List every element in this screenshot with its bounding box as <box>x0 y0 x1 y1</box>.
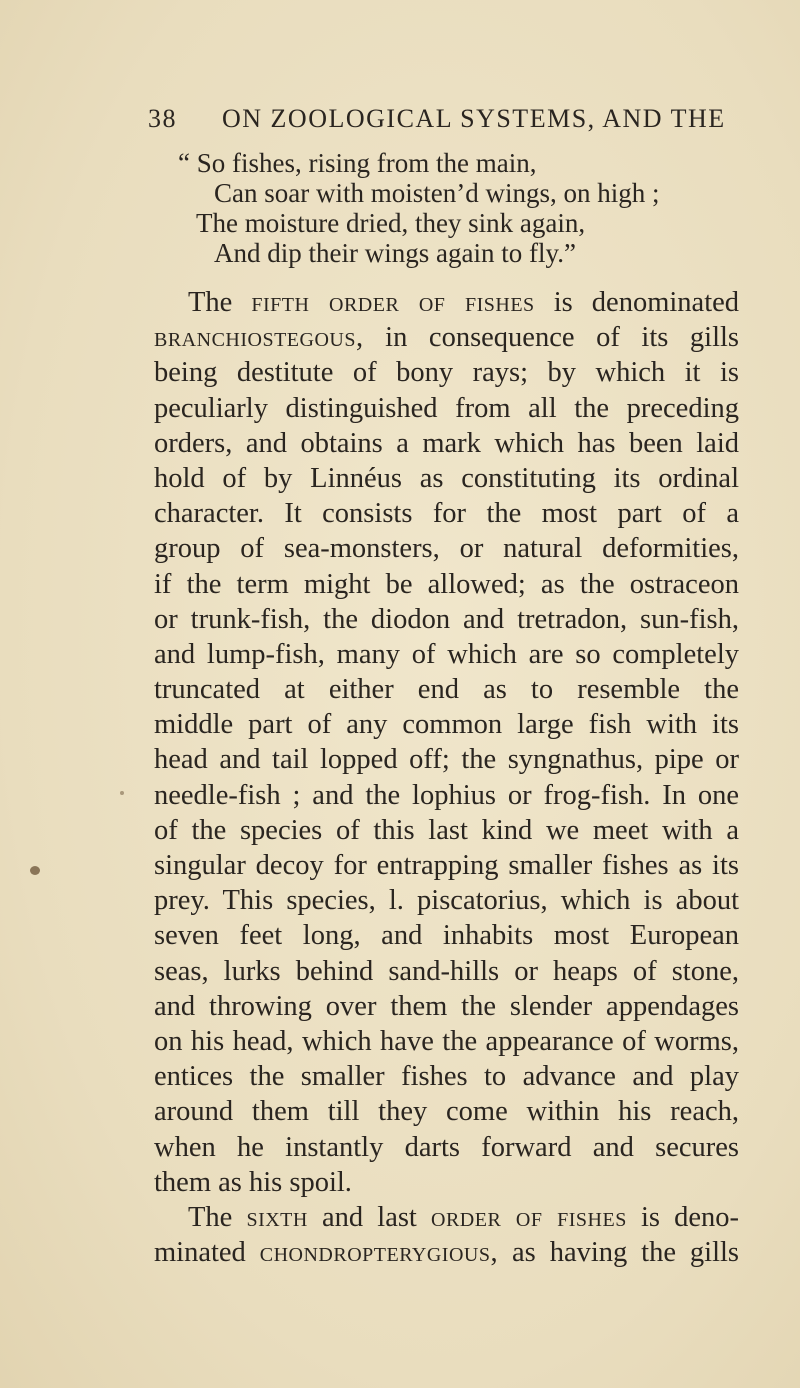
text-line: orders, and obtains a mark which has been laid <box>154 427 739 459</box>
text-line: around them till they come within his reach, <box>154 1096 739 1128</box>
page-number: 38 <box>148 104 177 133</box>
text-line: and throwing over them the slender appendages <box>154 990 739 1022</box>
text-line: of the species of this last kind we meet with a <box>154 814 739 846</box>
text-fragment: in consequence of its gills <box>385 322 739 354</box>
text-fragment: is denominated <box>553 287 739 318</box>
text-line: and lump-fish, many of which are so completely <box>154 638 739 670</box>
order-term: fifth order of fishes <box>251 287 535 318</box>
verse-line: The moisture dried, they sink again, <box>196 208 586 238</box>
verse-quote <box>178 148 659 268</box>
paragraph-lead: The <box>188 1201 233 1233</box>
text-line: group of sea-monsters, or natural deformities, <box>154 533 739 565</box>
text-line: being destitute of bony rays; by which it is <box>154 357 739 389</box>
order-name: chondropterygious, <box>259 1237 499 1269</box>
text-line: character. It consists for the most part of a <box>154 498 739 530</box>
text-fragment: as having the gills <box>512 1237 739 1269</box>
text-line <box>154 320 739 355</box>
text-line: them as his spoil. <box>154 1166 352 1198</box>
text-line: entices the smaller fishes to advance and play <box>154 1061 739 1093</box>
order-name: branchiostegous, <box>154 322 364 354</box>
text-line: truncated at either end as to resemble the <box>154 674 739 706</box>
order-term: sixth <box>246 1201 308 1233</box>
page-header <box>148 104 728 134</box>
text-line: prey. This species, l. piscatorius, which is about <box>154 885 739 917</box>
ink-spot <box>30 866 40 875</box>
body-text <box>154 285 739 1270</box>
text-fragment: minated <box>154 1237 246 1269</box>
text-line <box>154 285 739 320</box>
verse-line: Can soar with moisten’d wings, on high ; <box>214 178 660 208</box>
order-term: order of fishes <box>431 1201 627 1233</box>
text-line <box>154 1200 739 1235</box>
text-line <box>154 1235 739 1270</box>
text-line: on his head, which have the appearance of worms, <box>154 1025 739 1057</box>
text-line: needle-fish ; and the lophius or frog-fish. In one <box>154 779 739 811</box>
text-line: hold of by Linnéus as constituting its ordinal <box>154 462 739 494</box>
text-fragment: and last <box>321 1201 417 1233</box>
ink-spot <box>120 791 124 795</box>
text-line: when he instantly darts forward and secures <box>154 1131 739 1163</box>
text-line: if the term might be allowed; as the ostraceon <box>154 568 739 600</box>
running-head: ON ZOOLOGICAL SYSTEMS, AND THE <box>222 104 726 133</box>
text-fragment: is deno- <box>640 1201 739 1233</box>
text-line: singular decoy for entrapping smaller fishes as its <box>154 850 739 881</box>
text-line: head and tail lopped off; the syngnathus, pipe or <box>154 744 739 776</box>
text-line: middle part of any common large fish with its <box>154 709 739 741</box>
verse-line: “ So fishes, rising from the main, <box>178 148 537 178</box>
text-line: or trunk-fish, the diodon and tretradon, sun-fish, <box>154 603 739 635</box>
text-line: seas, lurks behind sand-hills or heaps of stone, <box>154 955 739 987</box>
text-line: seven feet long, and inhabits most European <box>154 920 739 952</box>
verse-line: And dip their wings again to fly.” <box>214 238 576 268</box>
paragraph-lead: The <box>188 287 233 318</box>
text-line: peculiarly distinguished from all the preceding <box>154 392 739 424</box>
